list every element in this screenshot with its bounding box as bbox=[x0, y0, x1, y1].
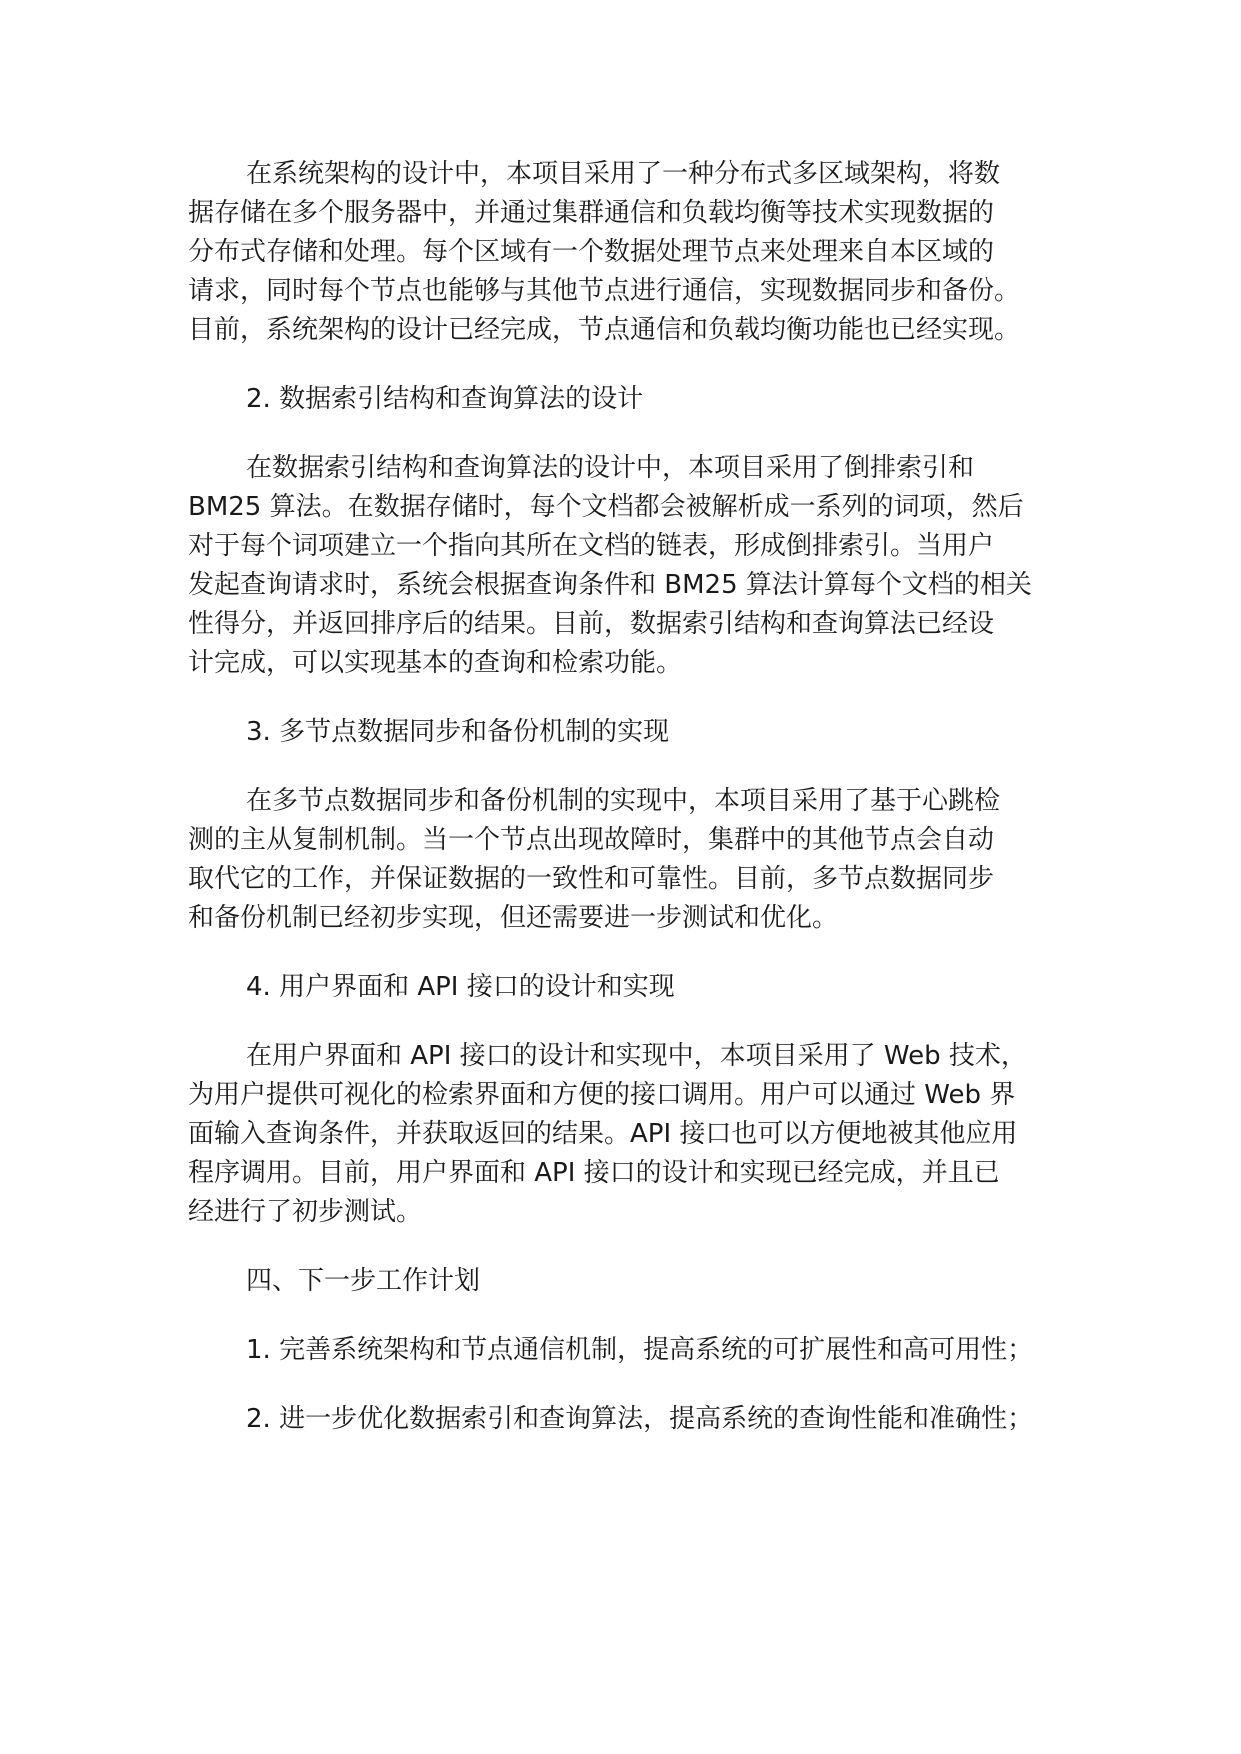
text-line: BM25 算法。在数据存储时，每个文档都会被解析成一系列的词项，然后 bbox=[188, 492, 1024, 522]
text-line: 为用户提供可视化的检索界面和方便的接口调用。用户可以通过 Web 界 bbox=[188, 1080, 1016, 1110]
paragraph-architecture bbox=[188, 155, 1088, 350]
text-line: 目前，系统架构的设计已经完成，节点通信和负载均衡功能也已经实现。 bbox=[188, 315, 1021, 345]
list-item-plan-1: 1. 完善系统架构和节点通信机制，提高系统的可扩展性和高可用性； bbox=[246, 1335, 1034, 1365]
text-line: 对于每个词项建立一个指向其所在文档的链表，形成倒排索引。当用户 bbox=[188, 531, 995, 561]
text-line: 程序调用。目前，用户界面和 API 接口的设计和实现已经完成，并且已 bbox=[188, 1158, 1000, 1188]
paragraph-sync-backup bbox=[188, 782, 1088, 938]
text-line: 计完成，可以实现基本的查询和检索功能。 bbox=[188, 648, 683, 678]
text-line: 据存储在多个服务器中，并通过集群通信和负载均衡等技术实现数据的 bbox=[188, 198, 995, 228]
section-heading-ui-api: 4. 用户界面和 API 接口的设计和实现 bbox=[246, 972, 675, 1002]
text-line: 在数据索引结构和查询算法的设计中，本项目采用了倒排索引和 bbox=[246, 453, 975, 483]
text-line: 分布式存储和处理。每个区域有一个数据处理节点来处理来自本区域的 bbox=[188, 237, 995, 267]
paragraph-index-structure bbox=[188, 449, 1088, 683]
text-line: 在用户界面和 API 接口的设计和实现中，本项目采用了 Web 技术， bbox=[246, 1041, 1027, 1071]
list-item-plan-2: 2. 进一步优化数据索引和查询算法，提高系统的查询性能和准确性； bbox=[246, 1404, 1034, 1434]
text-line: 在多节点数据同步和备份机制的实现中，本项目采用了基于心跳检 bbox=[246, 786, 1001, 816]
section-heading-index-structure: 2. 数据索引结构和查询算法的设计 bbox=[246, 384, 644, 414]
section-heading-next-steps: 四、下一步工作计划 bbox=[246, 1266, 481, 1296]
section-heading-sync-backup: 3. 多节点数据同步和备份机制的实现 bbox=[246, 717, 670, 747]
text-line: 性得分，并返回排序后的结果。目前，数据索引结构和查询算法已经设 bbox=[188, 609, 995, 639]
paragraph-ui-api bbox=[188, 1037, 1088, 1232]
text-line: 测的主从复制机制。当一个节点出现故障时，集群中的其他节点会自动 bbox=[188, 825, 995, 855]
text-line: 请求，同时每个节点也能够与其他节点进行通信，实现数据同步和备份。 bbox=[188, 276, 1021, 306]
text-line: 在系统架构的设计中，本项目采用了一种分布式多区域架构，将数 bbox=[246, 159, 1001, 189]
text-line: 取代它的工作，并保证数据的一致性和可靠性。目前，多节点数据同步 bbox=[188, 864, 995, 894]
document-body bbox=[188, 155, 1088, 1439]
text-line: 经进行了初步测试。 bbox=[188, 1197, 423, 1227]
text-line: 发起查询请求时，系统会根据查询条件和 BM25 算法计算每个文档的相关 bbox=[188, 570, 1032, 600]
text-line: 和备份机制已经初步实现，但还需要进一步测试和优化。 bbox=[188, 903, 839, 933]
text-line: 面输入查询条件，并获取返回的结果。API 接口也可以方便地被其他应用 bbox=[188, 1119, 1018, 1149]
